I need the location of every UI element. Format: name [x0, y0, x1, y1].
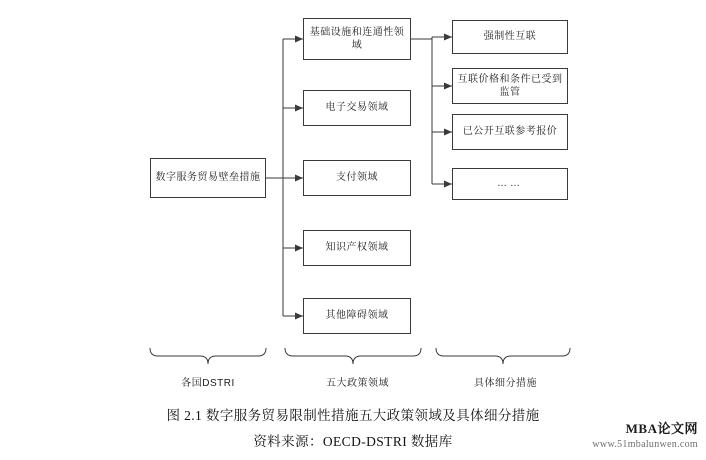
- node-measure-1-label: 强制性互联: [483, 31, 537, 43]
- node-measure-4: [452, 168, 568, 200]
- watermark-main: MBA论文网: [625, 421, 698, 436]
- node-policy-area-4: [303, 230, 411, 266]
- node-policy-area-2-label: 电子交易领域: [325, 102, 389, 114]
- node-policy-area-5-label: 其他障碍领域: [325, 310, 389, 322]
- node-policy-area-5: [303, 298, 411, 334]
- node-policy-area-2: [303, 90, 411, 126]
- node-measure-2: [452, 68, 568, 104]
- watermark-url: www.51mbalunwen.com: [592, 439, 698, 450]
- node-measure-2-label: 互联价格和条件已受到监管: [457, 73, 563, 98]
- group-label-3: 具体细分措施: [474, 378, 537, 389]
- node-measure-1: [452, 20, 568, 54]
- node-measure-4-label: ……: [497, 178, 523, 190]
- node-measure-3: [452, 114, 568, 150]
- figure-title: 图 2.1 数字服务贸易限制性措施五大政策领域及具体细分措施: [166, 408, 540, 423]
- node-policy-area-3: [303, 160, 411, 196]
- group-label-1: 各国DSTRI: [181, 378, 235, 389]
- node-policy-area-4-label: 知识产权领域: [325, 242, 389, 254]
- node-root-label: 数字服务贸易壁垒措施: [155, 172, 261, 184]
- node-policy-area-1-label: 基础设施和连通性领域: [309, 26, 405, 51]
- node-root: [150, 158, 266, 198]
- figure-source: 资料来源：OECD-DSTRI 数据库: [253, 434, 453, 449]
- group-label-2: 五大政策领域: [326, 378, 389, 389]
- node-measure-3-label: 已公开互联参考报价: [462, 126, 558, 138]
- node-policy-area-3-label: 支付领域: [336, 172, 378, 184]
- watermark: [592, 418, 698, 450]
- node-policy-area-1: [303, 18, 411, 60]
